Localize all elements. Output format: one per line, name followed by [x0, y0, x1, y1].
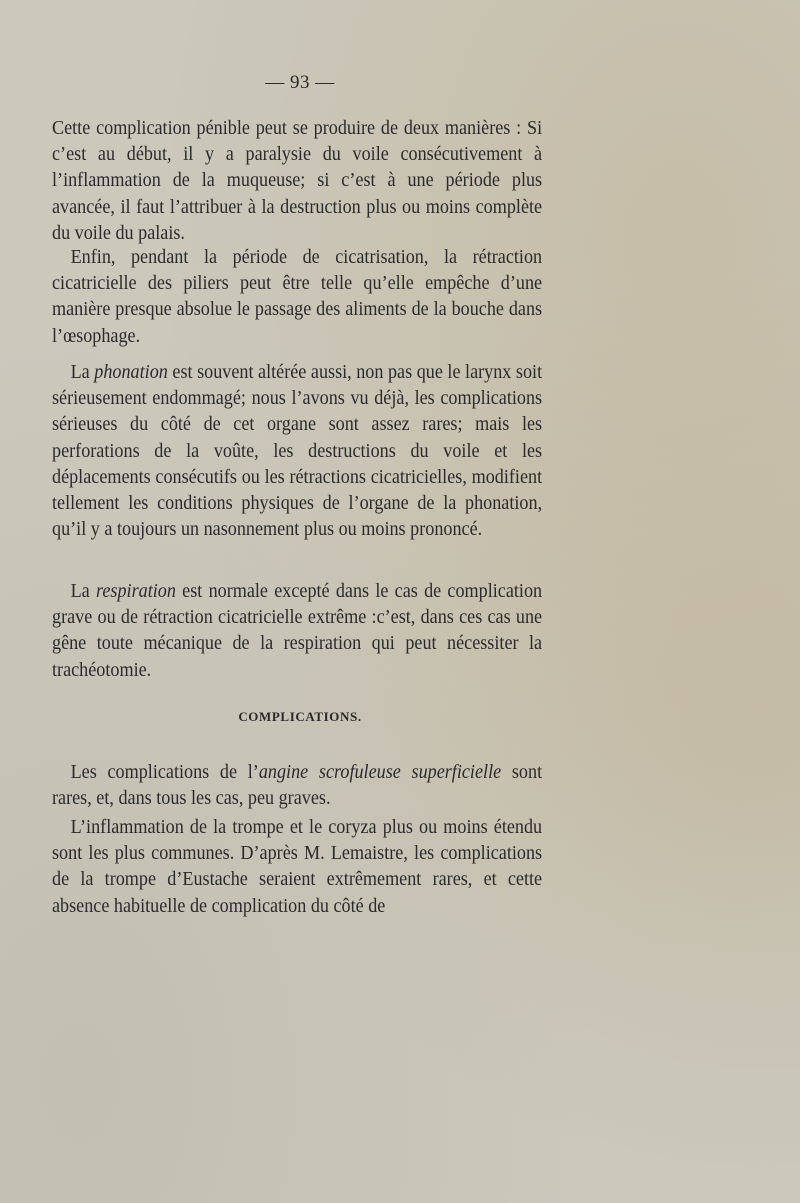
paragraph-complications-intro [52, 760, 542, 812]
paragraph-body: est normale excepté dans le cas de complication grave ou de rétraction cicatricielle extrême :c’est, dans ces cas une gêne toute mécanique de la respiration qui peut nécessiter la trachéotomie. [52, 581, 543, 681]
paragraph-text [52, 579, 542, 684]
paragraph-complication [52, 116, 542, 247]
paragraph-body: est souvent altérée aussi, non pas que le larynx soit sérieusement endommagé; nous l’avons vu déjà, les complications sérieuses du côté de cet organe sont assez rares; mais les perforations de la voûte, les destructions du voile et les déplacements consécutifs ou les rétractions cicatricielles, modifient tellement les conditions physiques de l’organe de la phonation, qu’il y a toujours un nasonnement plus ou moins prononcé. [52, 362, 543, 541]
paragraph-italic-term: angine scrofuleuse superficielle [258, 762, 502, 783]
section-title: COMPLICATIONS. [238, 709, 362, 724]
paragraph-lead: Les complications de l’ [70, 762, 259, 783]
paragraph-lead: La [70, 581, 90, 602]
paragraph-respiration [52, 579, 542, 684]
paragraph-italic-term: phonation [94, 362, 168, 383]
paragraph-text: L’inflammation de la trompe et le coryza plus ou moins étendu sont les plus communes. D’après M. Lemaistre, les complications de la trompe d’Eustache seraient extrêmement rares, et cette absence habituelle de complication du côté de [52, 817, 543, 917]
paragraph-inflammation [52, 815, 542, 920]
paragraph-text [52, 360, 542, 543]
paragraph-text: Cette complication pénible peut se produire de deux manières : Si c’est au début, il y a paralysie du voile consécutivement à l’inflammation de la muqueuse; si c’est à une période plus avancée, il faut l’attribuer à la destruction plus ou moins complète du voile du palais. [52, 118, 543, 244]
paragraph-cicatrisation [52, 245, 542, 350]
paragraph-italic-term: respiration [95, 581, 176, 602]
paragraph-phonation [52, 360, 542, 543]
paragraph-text: Enfin, pendant la période de cicatrisation, la rétraction cicatricielle des piliers peut être telle qu’elle empêche d’une manière presque absolue le passage des aliments de la bouche dans l’œsophage. [52, 247, 543, 347]
paragraph-lead: La [70, 362, 90, 383]
page-number: — 93 — [265, 72, 335, 93]
paragraph-body: sont rares, et, dans tous les cas, peu graves. [52, 762, 543, 810]
paragraph-text [52, 760, 542, 812]
